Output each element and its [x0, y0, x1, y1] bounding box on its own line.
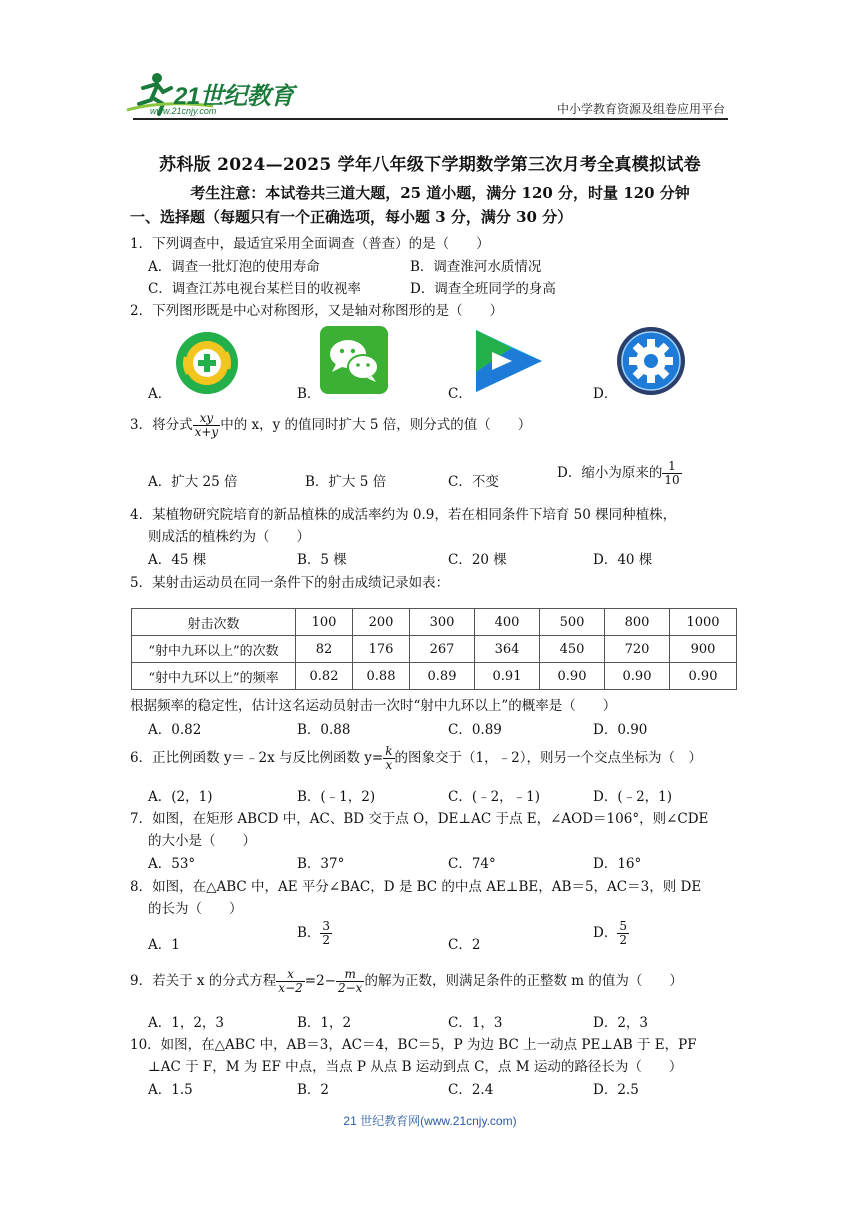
q7-option-d: D．16°: [593, 856, 642, 872]
q10-option-b: B．2: [297, 1082, 330, 1098]
q3-stem: [130, 412, 531, 439]
table-cell: 100: [296, 609, 353, 636]
q10-option-c: C．2.4: [448, 1082, 494, 1098]
q6-stem-pre: 6．正比例函数 y＝﹣2x 与反比例函数 y=: [130, 750, 384, 766]
q10-option-a: A．1.5: [148, 1082, 193, 1098]
q3-fraction: [193, 412, 221, 439]
q5-option-b: B．0.88: [297, 722, 351, 738]
q6-stem-post: 的图象交于（1，﹣2），则另一个交点坐标为（ ）: [394, 750, 702, 766]
logo-url: www.21cnjy.com: [150, 106, 217, 116]
section-heading: 一、选择题（每题只有一个正确选项，每小题 3 分，满分 30 分）: [130, 208, 573, 226]
table-cell: 500: [540, 609, 605, 636]
q4-line1: 4．某植物研究院培育的新品植株的成活率约为 0.9，若在相同条件下培育 50 棵同种植株，: [130, 507, 677, 523]
q8-d-denominator: 2: [619, 933, 627, 947]
q1-option-c: C．调查江苏电视台某栏目的收视率: [148, 281, 361, 297]
q9-stem: [130, 968, 683, 995]
q2-option-c: C．: [448, 386, 472, 402]
q9-fraction-1: [276, 968, 304, 995]
q9-option-b: B．1，2: [297, 1015, 352, 1031]
plus-circle-icon: [174, 330, 240, 396]
q3-d-numerator: 1: [662, 460, 681, 474]
q5-option-d: D．0.90: [593, 722, 648, 738]
q5-option-c: C．0.89: [448, 722, 502, 738]
q9-option-d: D．2，3: [593, 1015, 649, 1031]
table-cell: 300: [410, 609, 475, 636]
q3-stem-post: 中的 x，y 的值同时扩大 5 倍，则分式的值（ ）: [220, 417, 532, 433]
q4-option-b: B．5 棵: [297, 552, 347, 568]
q1-option-b: B．调查淮河水质情况: [410, 259, 542, 275]
q9-f2-numerator: m: [336, 968, 364, 982]
q9-stem-post: 的解为正数，则满足条件的正整数 m 的值为（ ）: [364, 973, 683, 989]
q8-option-b: [297, 920, 332, 947]
header-slogan: 中小学教育资源及组卷应用平台: [556, 102, 725, 116]
q7-option-a: A．53°: [148, 856, 196, 872]
q3-frac-denominator: x+y: [194, 425, 219, 439]
q7-option-c: C．74°: [448, 856, 496, 872]
q6-option-a: A．(2，1): [148, 789, 213, 805]
q3-option-d: [557, 460, 682, 487]
q9-f1-numerator: x: [276, 968, 304, 982]
q3-option-c: C．不变: [448, 474, 499, 490]
q3-d-denominator: 10: [664, 473, 680, 487]
table-cell: “射中九环以上”的频率: [132, 663, 296, 690]
q4-option-c: C．20 棵: [448, 552, 507, 568]
exam-title: 苏科版 2024—2025 学年八年级下学期数学第三次月考全真模拟试卷: [159, 155, 701, 175]
q10-line2: ⊥AC 于 F，M 为 EF 中点，当点 P 从点 B 运动到点 C，点 M 运动的路径长为（ ）: [148, 1059, 683, 1075]
q3-option-b: B．扩大 5 倍: [305, 474, 387, 490]
table-cell: 720: [605, 636, 670, 663]
q1-stem: 1．下列调查中，最适宜采用全面调查（普查）的是（ ）: [130, 236, 490, 252]
table-cell: 400: [475, 609, 540, 636]
table-cell: 0.88: [353, 663, 410, 690]
table-cell: 0.90: [605, 663, 670, 690]
q9-option-c: C．1，3: [448, 1015, 503, 1031]
table-cell: 800: [605, 609, 670, 636]
q3-stem-pre: 3．将分式: [130, 417, 193, 433]
q7-line1: 7．如图，在矩形 ABCD 中，AC、BD 交于点 O，DE⊥AC 于点 E，∠AOD＝106°，则∠CDE: [130, 811, 709, 827]
q6-option-c: C．(﹣2，﹣1): [448, 789, 541, 805]
table-cell: 1000: [670, 609, 737, 636]
q6-fraction: [383, 745, 394, 772]
q2-option-b: B．: [297, 386, 321, 402]
table-cell: 射击次数: [132, 609, 296, 636]
q2-option-d: D．: [593, 386, 618, 402]
play-icon: [472, 328, 546, 394]
q4-option-a: A．45 棵: [148, 552, 207, 568]
q8-option-d-label: D．: [593, 925, 618, 941]
q6-option-b: B．(﹣1，2): [297, 789, 376, 805]
table-cell: 267: [410, 636, 475, 663]
page-header: [0, 0, 860, 120]
q3-option-a: A．扩大 25 倍: [148, 474, 238, 490]
q9-fraction-2: [336, 968, 364, 995]
q4-option-d: D．40 棵: [593, 552, 653, 568]
q7-line2: 的大小是（ ）: [148, 833, 256, 849]
table-cell: 450: [540, 636, 605, 663]
q6-stem: [130, 745, 702, 772]
q6-frac-numerator: k: [385, 744, 393, 758]
q7-option-b: B．37°: [297, 856, 345, 872]
table-cell: 0.90: [540, 663, 605, 690]
q8-d-numerator: 5: [619, 919, 627, 933]
q1-option-d: D．调查全班同学的身高: [410, 281, 556, 297]
q10-line1: 10．如图，在△ABC 中，AB＝3，AC＝4，BC＝5，P 为边 BC 上一动点 PE⊥AB 于 E，PF: [130, 1037, 697, 1053]
chat-bubbles-icon: [320, 326, 388, 394]
q9-option-a: A．1，2，3: [148, 1015, 225, 1031]
q9-f1-denominator: x−2: [278, 981, 303, 995]
q6-option-d: D．(﹣2，1): [593, 789, 673, 805]
q9-stem-mid: =2−: [304, 973, 336, 989]
q8-option-a: A．1: [148, 937, 180, 953]
q1-option-a: A．调查一批灯泡的使用寿命: [148, 259, 320, 275]
exam-notice: 考生注意：本试卷共三道大题，25 道小题，满分 120 分，时量 120 分钟: [190, 184, 690, 202]
q8-option-b-label: B．: [297, 925, 321, 941]
q10-option-d: D．2.5: [593, 1082, 639, 1098]
table-cell: 900: [670, 636, 737, 663]
table-cell: 200: [353, 609, 410, 636]
q2-option-a: A．: [148, 386, 172, 402]
q3-option-d-text: D．缩小为原来的: [557, 465, 663, 481]
q9-f2-denominator: 2−x: [337, 981, 363, 995]
q5-stem: 5．某射击运动员在同一条件下的射击成绩记录如表：: [130, 575, 450, 591]
shooting-table: [131, 608, 737, 690]
q2-stem: 2．下列图形既是中心对称图形，又是轴对称图形的是（ ）: [130, 303, 504, 319]
q8-line1: 8．如图，在△ABC 中，AE 平分∠BAC，D 是 BC 的中点 AE⊥BE，AB＝5，AC＝3，则 DE: [130, 879, 702, 895]
q8-line2: 的长为（ ）: [148, 901, 243, 917]
table-cell: 0.90: [670, 663, 737, 690]
q8-option-d-fraction: [617, 920, 629, 947]
header-divider: [133, 118, 728, 120]
q5-after: 根据频率的稳定性，估计这名运动员射击一次时“射中九环以上”的概率是（ ）: [130, 698, 617, 714]
q3-option-d-fraction: [662, 460, 681, 487]
logo-text: 21世纪教育: [174, 83, 294, 110]
table-cell: 0.91: [475, 663, 540, 690]
gear-icon: [616, 326, 686, 396]
q6-frac-denominator: x: [385, 758, 393, 772]
table-cell: 364: [475, 636, 540, 663]
table-cell: “射中九环以上”的次数: [132, 636, 296, 663]
q8-option-c: C．2: [448, 937, 481, 953]
table-row: [132, 609, 737, 636]
q8-option-b-fraction: [320, 920, 332, 947]
table-cell: 82: [296, 636, 353, 663]
table-cell: 0.89: [410, 663, 475, 690]
q8-b-denominator: 2: [322, 933, 331, 947]
q3-frac-numerator: xy: [193, 412, 221, 426]
q4-line2: 则成活的植株约为（ ）: [148, 529, 310, 545]
q9-stem-pre: 9．若关于 x 的分式方程: [130, 973, 277, 989]
table-row: [132, 663, 737, 690]
table-row: [132, 636, 737, 663]
q5-option-a: A．0.82: [148, 722, 202, 738]
q8-b-numerator: 3: [322, 919, 331, 933]
table-cell: 0.82: [296, 663, 353, 690]
q8-option-d: [593, 920, 629, 947]
table-cell: 176: [353, 636, 410, 663]
page-footer: 21 世纪教育网(www.21cnjy.com): [343, 1114, 517, 1128]
